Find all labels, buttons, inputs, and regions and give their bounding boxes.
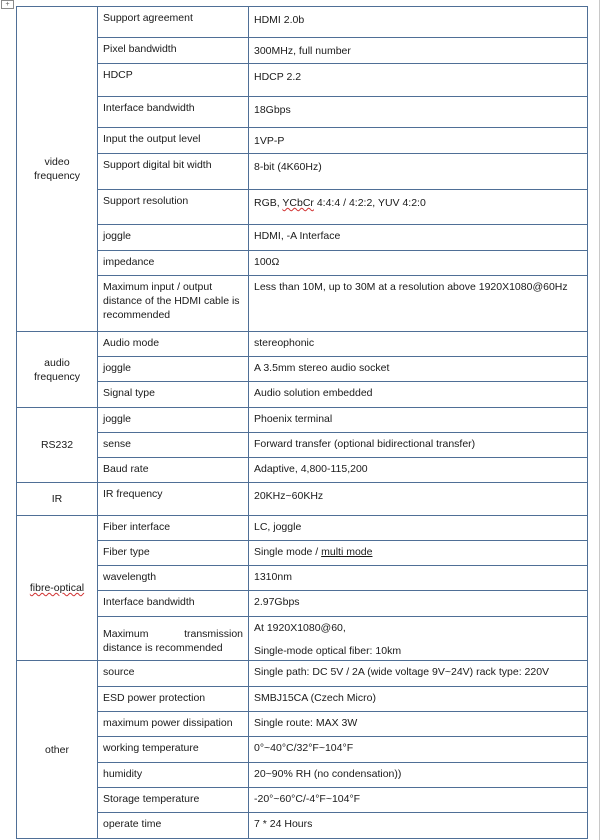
value-cell: 20~90% RH (no condensation)) [249,763,588,788]
category-rs232: RS232 [17,408,98,483]
value-cell: Adaptive, 4,800-115,200 [249,458,588,483]
value-cell: 1310nm [249,566,588,591]
value-cell: HDCP 2.2 [249,64,588,97]
param-cell: Interface bandwidth [98,591,249,617]
category-other: other [17,661,98,839]
category-audio-frequency: audio frequency [17,332,98,408]
param-cell: sense [98,433,249,458]
param-cell: humidity [98,763,249,788]
value-cell: Less than 10M, up to 30M at a resolution above 1920X1080@60Hz [249,276,588,332]
param-cell: IR frequency [98,483,249,516]
table-move-handle-icon[interactable]: + [1,0,14,9]
param-cell: source [98,661,249,687]
table-row [17,591,588,617]
param-cell: Maximum transmission distance is recommended [98,617,249,661]
spellcheck-word: YCbCr [282,197,314,209]
value-cell: Audio solution embedded [249,382,588,408]
value-cell: 18Gbps [249,97,588,128]
table-row [17,813,588,839]
category-ir: IR [17,483,98,516]
table-row [17,128,588,154]
table-row [17,225,588,251]
value-cell: stereophonic [249,332,588,357]
param-cell: Interface bandwidth [98,97,249,128]
table-row [17,7,588,38]
table-row [17,483,588,516]
table-row [17,712,588,737]
param-cell: Baud rate [98,458,249,483]
underlined-text: multi mode [321,546,373,558]
value-cell: A 3.5mm stereo audio socket [249,357,588,382]
value-cell: 0°~40°C/32°F~104°F [249,737,588,763]
table-row [17,661,588,687]
value-cell: HDMI 2.0b [249,7,588,38]
param-cell: Support digital bit width [98,154,249,190]
param-cell: wavelength [98,566,249,591]
value-cell: 7 * 24 Hours [249,813,588,839]
value-cell: 20KHz~60KHz [249,483,588,516]
param-cell: impedance [98,251,249,276]
table-row [17,332,588,357]
param-cell: Maximum input / output distance of the HDMI cable is recommended [98,276,249,332]
param-cell: joggle [98,357,249,382]
param-cell: HDCP [98,64,249,97]
table-row [17,276,588,332]
table-row [17,433,588,458]
value-cell: 300MHz, full number [249,38,588,64]
table-row [17,788,588,813]
value-cell: Single mode / multi mode [249,541,588,566]
param-cell: Support agreement [98,7,249,38]
table-row [17,97,588,128]
category-fibre-optical: fibre-optical [17,516,98,661]
table-row [17,64,588,97]
value-cell: 1VP-P [249,128,588,154]
category-video-frequency: video frequency [17,7,98,332]
param-cell: Support resolution [98,190,249,225]
table-row [17,737,588,763]
table-row [17,382,588,408]
table-row [17,617,588,661]
table-row [17,458,588,483]
value-cell: At 1920X1080@60, Single-mode optical fiber: 10km [249,617,588,661]
table-row [17,251,588,276]
value-cell: RGB, YCbCr 4:4:4 / 4:2:2, YUV 4:2:0 [249,190,588,225]
param-cell: Input the output level [98,128,249,154]
table-row [17,357,588,382]
value-cell: Single path: DC 5V / 2A (wide voltage 9V~24V) rack type: 220V [249,661,588,687]
param-cell: operate time [98,813,249,839]
param-cell: Fiber interface [98,516,249,541]
param-cell: Audio mode [98,332,249,357]
table-row [17,38,588,64]
param-cell: Signal type [98,382,249,408]
value-cell: Forward transfer (optional bidirectional transfer) [249,433,588,458]
param-cell: Storage temperature [98,788,249,813]
value-cell: Phoenix terminal [249,408,588,433]
param-cell: Pixel bandwidth [98,38,249,64]
param-cell: maximum power dissipation [98,712,249,737]
value-cell: SMBJ15CA (Czech Micro) [249,687,588,712]
table-row [17,516,588,541]
param-cell: ESD power protection [98,687,249,712]
value-cell: 2.97Gbps [249,591,588,617]
param-cell: working temperature [98,737,249,763]
param-cell: joggle [98,225,249,251]
value-cell: 100Ω [249,251,588,276]
value-cell: Single route: MAX 3W [249,712,588,737]
table-row [17,763,588,788]
spec-table [16,6,588,839]
value-cell: LC, joggle [249,516,588,541]
param-cell: joggle [98,408,249,433]
param-cell: Fiber type [98,541,249,566]
value-cell: HDMI, -A Interface [249,225,588,251]
table-row [17,566,588,591]
table-row [17,190,588,225]
value-cell: 8-bit (4K60Hz) [249,154,588,190]
table-row [17,154,588,190]
table-row [17,541,588,566]
table-row [17,408,588,433]
table-row [17,687,588,712]
value-cell: -20°~60°C/-4°F~104°F [249,788,588,813]
